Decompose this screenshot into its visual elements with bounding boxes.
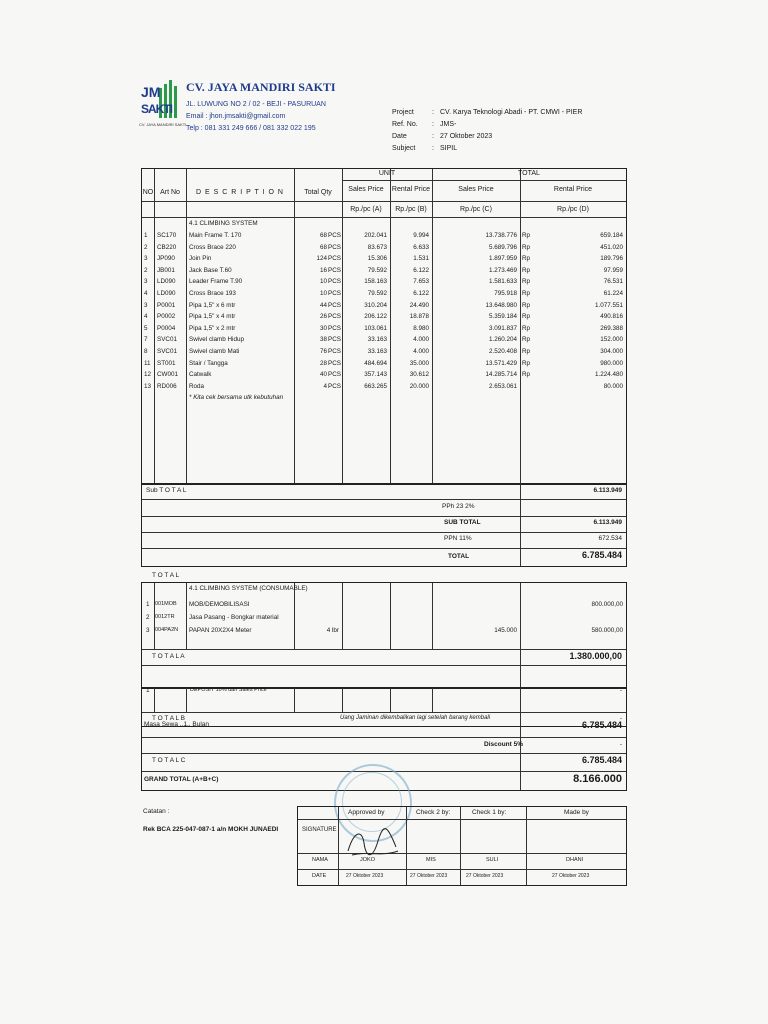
header-divider <box>142 201 626 202</box>
row-divider <box>142 649 626 650</box>
checker2-date: 27 Oktober 2023 <box>410 873 448 879</box>
catatan-label: Catatan : <box>143 808 170 815</box>
item-no: 2 <box>144 266 148 274</box>
ppn-value: 672.534 <box>598 535 622 542</box>
item-rental-price: 4.000 <box>413 336 429 344</box>
maker-name: DHANI <box>566 857 584 863</box>
item-unit: PCS <box>328 336 341 344</box>
item-currency: Rp <box>522 266 531 274</box>
total-caption: T O T A L <box>152 572 180 579</box>
date-label: DATE <box>312 873 327 879</box>
column-divider <box>432 583 433 649</box>
item-qty: 68 <box>319 232 327 239</box>
item-total-sales: 1.273.469 <box>488 266 517 274</box>
item-total-sales: 14.285.714 <box>485 371 517 379</box>
rp-d-header: Rp./pc (D) <box>557 206 589 213</box>
item-total-rental: 980.000 <box>600 359 623 367</box>
meta-colon: : <box>432 144 434 152</box>
masa-sewa: Masa Sewa ..1.. Bulan <box>144 721 210 728</box>
item-total-rental: 189.796 <box>600 255 623 263</box>
company-phone: Telp : 081 331 249 666 / 081 332 022 195 <box>186 125 316 132</box>
item-sales-price: 206.122 <box>364 313 387 321</box>
bank-account: Rek BCA 225-047-087-1 a/n MOKH JUNAEDI <box>143 826 279 833</box>
item-art-no: LD090 <box>157 278 176 286</box>
approver-date: 27 Oktober 2023 <box>346 873 384 879</box>
discount-label: Discount 5% <box>484 741 524 748</box>
item-total-rental: 659.184 <box>600 232 623 239</box>
item-total-sales: 2.653.061 <box>488 382 517 390</box>
consumable-desc: PAPAN 20X2X4 Meter <box>189 627 252 634</box>
item-total-rental: 76.531 <box>603 278 623 286</box>
meta-key: Date <box>392 132 407 140</box>
item-no: 4 <box>144 290 148 297</box>
total-rental-header: Rental Price <box>553 186 593 193</box>
item-description: Cross Brace 193 <box>189 290 236 297</box>
deposit-desc: DEPOSIT 10% dari Sales Price <box>190 687 267 693</box>
item-sales-price: 33.163 <box>367 348 387 355</box>
meta-row <box>392 106 582 118</box>
item-total-sales: 3.091.837 <box>488 324 517 332</box>
item-currency: Rp <box>522 313 531 321</box>
item-description: Pipa 1,5" x 4 mtr <box>189 313 236 321</box>
item-unit: PCS <box>328 232 341 239</box>
meta-key: Project <box>392 108 414 116</box>
consumables-table <box>141 582 627 689</box>
item-art-no: JB001 <box>157 266 175 274</box>
item-rental-price: 30.612 <box>409 371 429 379</box>
deposit-no: 1 <box>146 687 150 694</box>
total-b-label: T O T A L B <box>152 715 186 722</box>
item-qty: 76 <box>319 348 327 355</box>
meta-value: CV. Karya Teknologi Abadi - PT. CMWI - PIER <box>440 108 583 116</box>
consumable-desc: MOB/DEMOBILISASI <box>189 601 250 608</box>
item-sales-price: 15.306 <box>367 255 387 263</box>
checker1-date: 27 Oktober 2023 <box>466 873 504 879</box>
item-no: 3 <box>144 301 148 309</box>
subtotal-label: Sub T O T A L <box>146 487 187 494</box>
item-total-sales: 1.260.204 <box>488 336 517 344</box>
col-qty-header: Total Qty <box>304 189 332 196</box>
item-art-no: RD006 <box>157 382 177 390</box>
item-qty: 10 <box>319 278 327 286</box>
header-divider <box>342 180 626 181</box>
item-art-no: CW001 <box>157 371 178 379</box>
logo-jm: JM <box>141 84 161 100</box>
item-total-rental: 80.000 <box>603 382 623 390</box>
item-art-no: CB220 <box>157 243 177 251</box>
pph-label: PPh 23 2% <box>442 503 475 510</box>
grand-total-value: 8.166.000 <box>573 773 622 785</box>
maker-date: 27 Oktober 2023 <box>552 873 590 879</box>
item-art-no: SVC01 <box>157 336 177 344</box>
item-rental-price: 6.122 <box>413 290 429 297</box>
meta-value: 27 Oktober 2023 <box>440 132 493 140</box>
rp-a-header: Rp./pc (A) <box>350 206 382 213</box>
item-unit: PCS <box>328 348 341 355</box>
rp-c-header: Rp./pc (C) <box>460 206 492 213</box>
meta-colon: : <box>432 108 434 116</box>
item-unit: PCS <box>328 371 341 379</box>
total-c-value: 6.785.484 <box>581 755 622 765</box>
item-art-no: LD090 <box>157 290 176 297</box>
item-qty: 38 <box>319 336 327 344</box>
item-total-rental: 1.224.480 <box>594 371 623 379</box>
item-rental-price: 20.000 <box>409 382 429 390</box>
col-desc-header: D E S C R I P T I O N <box>196 189 284 196</box>
meta-row <box>392 130 582 142</box>
item-currency: Rp <box>522 371 531 379</box>
item-currency: Rp <box>522 243 531 251</box>
item-sales-price: 484.694 <box>364 359 387 367</box>
item-art-no: P0001 <box>157 301 176 309</box>
item-sales-price: 158.163 <box>364 278 387 286</box>
item-art-no: P0002 <box>157 313 176 321</box>
made-by-header: Made by <box>564 809 589 816</box>
item-qty: 30 <box>319 324 327 332</box>
meta-row <box>392 118 582 130</box>
item-qty: 40 <box>319 371 327 379</box>
item-description: Pipa 1,5" x 2 mtr <box>189 324 236 332</box>
nama-label: NAMA <box>312 857 328 863</box>
item-qty: 124 <box>316 255 327 263</box>
meta-key: Subject <box>392 144 416 152</box>
item-rental-price: 35.000 <box>409 359 429 367</box>
col-art-header: Art No <box>160 189 180 196</box>
subtotal-value: 6.113.949 <box>593 487 622 494</box>
item-qty: 4 <box>323 382 327 390</box>
total-a-label: T O T A L A <box>152 653 185 660</box>
rp-b-header: Rp./pc (B) <box>395 206 427 213</box>
item-unit: PCS <box>328 359 341 367</box>
item-rental-price: 6.633 <box>413 243 429 251</box>
item-unit: PCS <box>328 382 341 390</box>
item-rental-price: 4.000 <box>413 348 429 355</box>
sales-price-header: Sales Price <box>348 186 384 193</box>
item-sales-price: 83.673 <box>367 243 387 251</box>
item-rental-price: 7.653 <box>413 278 429 286</box>
company-email: Email : jhon.jmsakti@gmail.com <box>186 113 286 120</box>
item-unit: PCS <box>328 243 341 251</box>
item-total-rental: 152.000 <box>600 336 623 344</box>
item-description: Join Pin <box>189 255 212 263</box>
item-currency: Rp <box>522 324 531 332</box>
item-currency: Rp <box>522 278 531 286</box>
item-description: Swivel clamb Mati <box>189 348 240 355</box>
item-total-sales: 13.648.980 <box>485 301 517 309</box>
row-divider <box>142 665 626 666</box>
consumable-qty: 4 lbr <box>326 627 339 634</box>
item-no: 3 <box>144 255 148 263</box>
item-no: 11 <box>144 359 151 367</box>
signature-label: SIGNATURE <box>302 827 337 833</box>
total-value: 6.785.484 <box>581 550 622 560</box>
item-no: 8 <box>144 348 148 355</box>
column-divider <box>342 583 343 649</box>
item-total-sales: 1.581.633 <box>488 278 517 286</box>
item-currency: Rp <box>522 232 531 239</box>
item-sales-price: 310.204 <box>364 301 387 309</box>
item-description: Catwalk <box>189 371 212 379</box>
item-sales-price: 202.041 <box>364 232 387 239</box>
item-sales-price: 79.592 <box>367 290 387 297</box>
ppn-label: PPN 11% <box>444 535 472 542</box>
total-header: TOTAL <box>518 170 540 177</box>
item-qty: 44 <box>319 301 327 309</box>
meta-value: JMS- <box>440 120 457 128</box>
item-unit: PCS <box>328 301 341 309</box>
total-b-note: Uang Jaminan dikembalikan lagi setelah barang kembali <box>340 715 491 721</box>
item-art-no: SVC01 <box>157 348 177 355</box>
col-no-header: NO <box>142 189 154 196</box>
item-unit: PCS <box>328 255 341 263</box>
consumable-art: 001MOB <box>155 601 177 607</box>
item-unit: PCS <box>328 313 341 321</box>
item-qty: 28 <box>319 359 327 367</box>
item-no: 2 <box>144 243 148 251</box>
unit-header: UNIT <box>378 170 396 177</box>
item-description: Main Frame T. 170 <box>189 232 242 239</box>
items-table <box>141 168 627 485</box>
item-total-rental: 451.020 <box>600 243 623 251</box>
item-description: Roda <box>189 382 205 390</box>
item-rental-price: 1.531 <box>413 255 429 263</box>
item-art-no: JP090 <box>157 255 175 263</box>
checker2-name: MIS <box>426 857 436 863</box>
approved-by-header: Approved by <box>348 809 385 816</box>
column-divider <box>186 583 187 649</box>
item-art-no: P0004 <box>157 324 176 332</box>
item-no: 7 <box>144 336 148 344</box>
item-currency: Rp <box>522 290 531 297</box>
item-unit: PCS <box>328 266 341 274</box>
item-currency: Rp <box>522 255 531 263</box>
deposit-value: - <box>619 687 622 694</box>
item-total-sales: 5.689.796 <box>488 243 517 251</box>
consumable-price: 145.000 <box>494 627 517 634</box>
sub-total-label: SUB TOTAL <box>444 519 481 526</box>
item-unit: PCS <box>328 324 341 332</box>
item-rental-price: 24.490 <box>409 301 429 309</box>
item-total-sales: 2.520.408 <box>488 348 517 355</box>
total-b-value: - <box>619 715 622 722</box>
total-c-label: T O T A L C <box>152 757 186 764</box>
item-description: Leader Frame T.90 <box>189 278 243 286</box>
item-art-no: SC170 <box>157 232 177 239</box>
item-rental-price: 6.122 <box>413 266 429 274</box>
consumable-no: 1 <box>146 601 150 608</box>
item-description: Swivel clamb Hidup <box>189 336 244 344</box>
masa-value: 6.785.484 <box>581 720 622 730</box>
logo-tagline: CV. JAYA MANDIRI SAKTI <box>139 122 187 127</box>
section-title: 4.1 CLIMBING SYSTEM <box>189 220 258 227</box>
approver-name: JOKO <box>360 857 375 863</box>
consumable-no: 3 <box>146 627 150 634</box>
consumable-no: 2 <box>146 614 150 621</box>
item-total-sales: 13.738.776 <box>485 232 517 239</box>
sub-total-value: 6.113.949 <box>593 519 622 526</box>
consumable-art: 0012TR <box>155 614 175 620</box>
item-description: Jack Base T.60 <box>189 266 232 274</box>
item-currency: Rp <box>522 301 531 309</box>
consumable-total: 800.000,00 <box>591 601 623 608</box>
consumable-desc: Jasa Pasang - Bongkar material <box>189 614 279 621</box>
check2-header: Check 2 by: <box>416 809 451 816</box>
item-sales-price: 33.163 <box>367 336 387 344</box>
item-total-rental: 304.000 <box>600 348 623 355</box>
company-logo <box>141 80 185 136</box>
meta-colon: : <box>432 120 434 128</box>
item-total-sales: 5.359.184 <box>488 313 517 321</box>
rental-price-header: Rental Price <box>391 186 431 193</box>
item-currency: Rp <box>522 348 531 355</box>
item-no: 12 <box>144 371 152 379</box>
item-total-rental: 61.224 <box>603 290 623 297</box>
item-unit: PCS <box>328 290 341 297</box>
meta-colon: : <box>432 132 434 140</box>
grand-total-label: GRAND TOTAL (A+B+C) <box>144 776 219 783</box>
item-description: Cross Brace 220 <box>189 243 236 251</box>
item-total-rental: 269.388 <box>600 324 623 332</box>
meta-row <box>392 142 582 154</box>
item-art-no: ST001 <box>157 359 176 367</box>
item-no: 4 <box>144 313 148 321</box>
item-total-rental: 1.077.551 <box>594 301 623 309</box>
item-description: Stair / Tangga <box>189 359 228 367</box>
column-divider <box>390 583 391 649</box>
item-total-sales: 1.897.959 <box>488 255 517 263</box>
item-no: 1 <box>144 232 148 239</box>
item-currency: Rp <box>522 336 531 344</box>
item-no: 13 <box>144 382 152 390</box>
consumable-total: 580.000,00 <box>591 627 623 634</box>
item-total-sales: 795.918 <box>494 290 517 297</box>
consumable-art: 004PA2N <box>155 627 179 633</box>
total-label: TOTAL <box>448 553 470 560</box>
item-qty: 16 <box>319 266 327 274</box>
item-rental-price: 8.980 <box>413 324 429 332</box>
item-qty: 10 <box>319 290 327 297</box>
meta-value: SIPIL <box>440 144 458 152</box>
check1-header: Check 1 by: <box>472 809 507 816</box>
consumables-title: 4.1 CLIMBING SYSTEM (CONSUMABLE) <box>189 585 308 592</box>
item-no: 3 <box>144 278 148 286</box>
item-qty: 68 <box>319 243 327 251</box>
item-rental-price: 9.994 <box>413 232 429 239</box>
meta-key: Ref. No. <box>392 120 418 128</box>
discount-value: - <box>619 741 622 748</box>
item-no: 5 <box>144 324 148 332</box>
item-qty: 26 <box>319 313 327 321</box>
company-address: JL. LUWUNG NO 2 / 02 - BEJI - PASURUAN <box>186 101 326 108</box>
total-sales-header: Sales Price <box>458 186 494 193</box>
item-sales-price: 79.592 <box>367 266 387 274</box>
signature-table <box>297 806 627 886</box>
item-total-rental: 490.816 <box>600 313 623 321</box>
logo-sakti: SAKTI <box>141 102 172 116</box>
company-name: CV. JAYA MANDIRI SAKTI <box>186 80 336 94</box>
document-meta <box>392 106 582 154</box>
item-sales-price: 357.143 <box>364 371 387 379</box>
total-a-value: 1.380.000,00 <box>569 651 622 661</box>
items-note: * Kita cek bersama utk kebutuhan <box>189 394 284 402</box>
item-unit: PCS <box>328 278 341 286</box>
item-sales-price: 663.265 <box>364 382 387 390</box>
item-total-sales: 13.571.429 <box>485 359 517 367</box>
subtotal-block <box>141 483 627 567</box>
item-description: Pipa 1,5" x 6 mtr <box>189 301 236 309</box>
item-total-rental: 97.959 <box>603 266 623 274</box>
item-sales-price: 103.061 <box>364 324 387 332</box>
checker1-name: SULI <box>486 857 499 863</box>
item-currency: Rp <box>522 359 531 367</box>
item-rental-price: 18.878 <box>409 313 429 321</box>
